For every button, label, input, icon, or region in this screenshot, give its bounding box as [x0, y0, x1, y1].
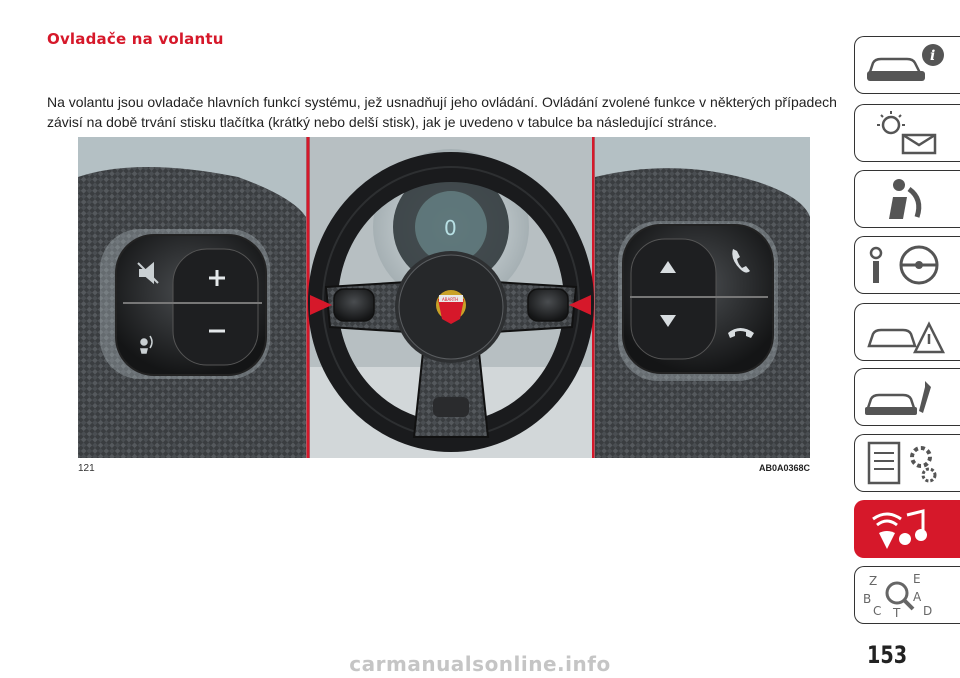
seat-safety-icon: [863, 175, 953, 223]
svg-text:B: B: [863, 592, 872, 606]
svg-text:E: E: [913, 572, 921, 586]
svg-text:Z: Z: [869, 574, 878, 588]
index-icon: [863, 571, 953, 619]
tab-steering-wheel[interactable]: [854, 236, 960, 294]
svg-text:T: T: [893, 606, 901, 619]
car-info-icon: [863, 41, 953, 89]
watermark: carmanualsonline.info: [349, 652, 611, 676]
steering-wheel-icon: [863, 241, 953, 289]
tab-index[interactable]: [854, 566, 960, 624]
left-control-panel: [78, 137, 306, 458]
car-maintenance-icon: [863, 373, 953, 421]
car-emergency-icon: [863, 308, 953, 356]
right-control-panel: [595, 137, 810, 458]
logo-text: ABARTH: [442, 297, 459, 302]
warning-lights-icon: [863, 109, 953, 157]
tab-technical-data[interactable]: [854, 434, 960, 492]
technical-data-icon: [863, 439, 953, 487]
figure-code: AB0A0368C: [758, 463, 810, 473]
tab-car-emergency[interactable]: [854, 303, 960, 361]
center-wheel-photo: [310, 137, 592, 458]
svg-text:D: D: [923, 604, 933, 618]
tab-multimedia[interactable]: [854, 500, 960, 558]
svg-text:0: 0: [444, 216, 457, 240]
tab-seat-safety[interactable]: [854, 170, 960, 228]
multimedia-icon: [863, 505, 953, 553]
steering-wheel-figure: [78, 137, 810, 458]
svg-text:A: A: [913, 590, 922, 604]
figure-number: 121: [78, 463, 95, 474]
tab-car-maintenance[interactable]: [854, 368, 960, 426]
tab-car-info[interactable]: [854, 36, 960, 94]
page-number: 153: [867, 641, 908, 669]
section-title: Ovladače na volantu: [47, 30, 224, 48]
chapter-tabs: [852, 0, 960, 678]
intro-paragraph: Na volantu jsou ovladače hlavních funkcí systému, jež usnadňují jeho ovládání. Ovládání zvolené funkce v některých případech závisí na době trvání stisku tlačítka (krátký nebo delší stisk), jak je uvedeno v tabulce ba následující stránce.: [47, 94, 837, 130]
tab-warning-lights[interactable]: [854, 104, 960, 162]
svg-text:i: i: [930, 48, 936, 64]
svg-text:C: C: [873, 604, 882, 618]
